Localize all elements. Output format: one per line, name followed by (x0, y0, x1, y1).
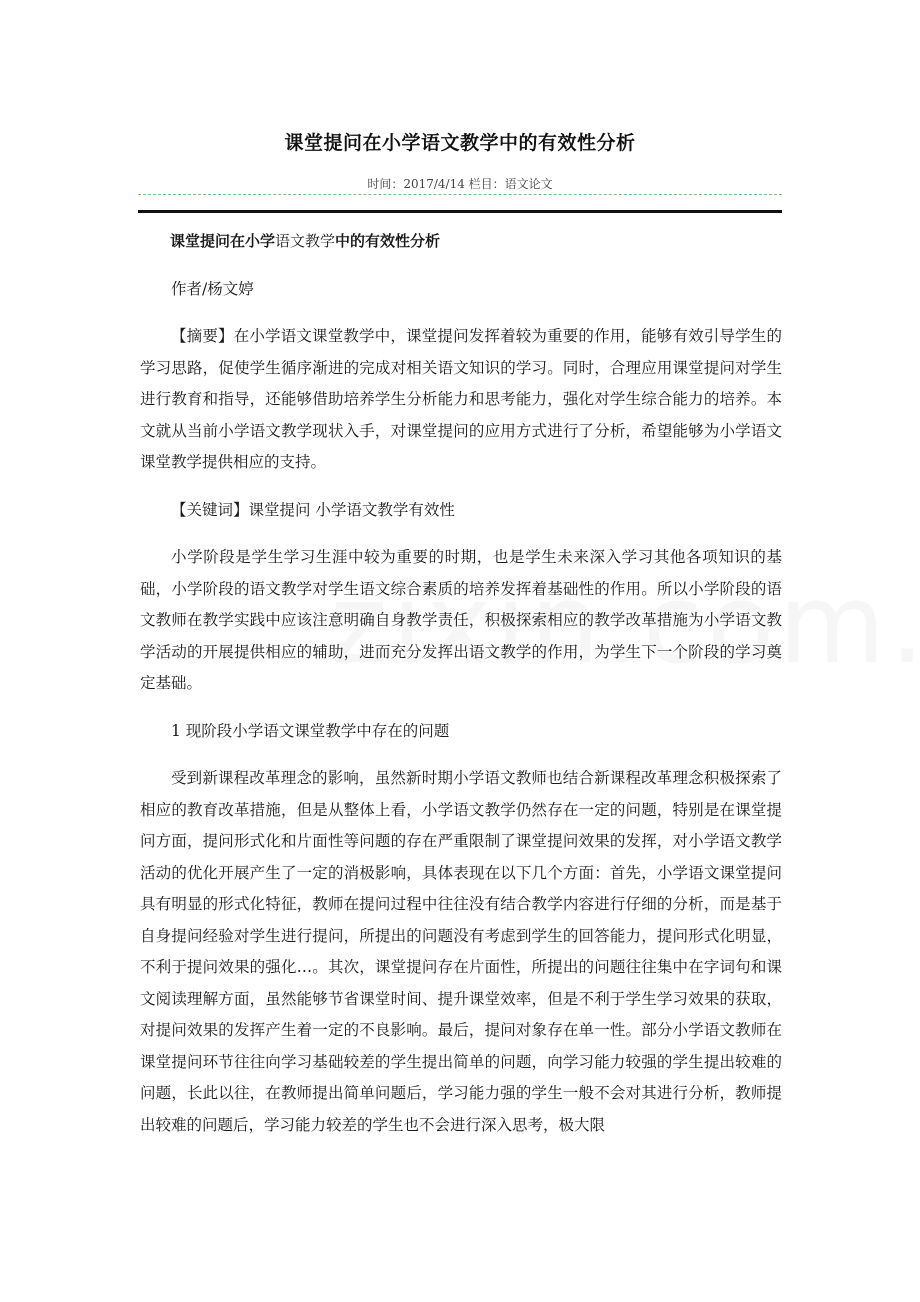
article-body (140, 226, 782, 1141)
author-line: 作者/杨文婷 (171, 279, 254, 298)
solid-divider (138, 210, 782, 213)
abstract-paragraph (140, 321, 782, 479)
section-paragraph: 受到新课程改革理念的影响，虽然新时期小学语文教师也结合新课程改革理念积极探索了相应的教育改革措施，但是从整体上看，小学语文教学仍然存在一定的问题，特别是在课堂提问方面，提问形式化和片面性等问题的存在严重限制了课堂提问效果的发挥，对小学语文教学活动的优化开展产生了一定的消极影响，具体表现在以下几个方面：首先，小学语文课堂提问具有明显的形式化特征，教师在提问过程中往往没有结合教学内容进行仔细的分析，而是基于自身提问经验对学生进行提问，所提出的问题没有考虑到学生的回答能力，提问形式化明显，不利于提问效果的强化…。其次，课堂提问存在片面性，所提出的问题往往集中在字词句和课文阅读理解方面，虽然能够节省课堂时间、提升课堂效率，但是不利于学生学习效果的获取，对提问效果的发挥产生着一定的不良影响。最后，提问对象存在单一性。部分小学语文教师在课堂提问环节往往向学习基础较差的学生提出简单的问题，向学习能力较强的学生提出较难的问题，长此以往，在教师提出简单问题后，学习能力强的学生一般不会对其进行分析，教师提出较难的问题后，学习能力较差的学生也不会进行深入思考，极大限 (140, 769, 782, 1134)
dashed-divider (138, 194, 782, 195)
section-heading: 1 现阶段小学语文课堂教学中存在的问题 (171, 721, 450, 740)
page-title: 课堂提问在小学语文教学中的有效性分析 (284, 132, 636, 154)
keywords-line: 【关键词】课堂提问 小学语文教学有效性 (171, 500, 455, 519)
intro-paragraph: 小学阶段是学生学习生涯中较为重要的时期，也是学生未来深入学习其他各项知识的基础，小学阶段的语文教学对学生语文综合素质的培养发挥着基础性的作用。所以小学阶段的语文教师在教学实践中应该注意明确自身教学责任，积极探索相应的教学改革措施为小学语文教学活动的开展提供相应的辅助，进而充分发挥出语文教学的作用，为学生下一个阶段的学习奠定基础。 (140, 548, 782, 692)
abstract-text: 在小学语文课堂教学中，课堂提问发挥着较为重要的作用，能够有效引导学生的学习思路，促使学生循序渐进的完成对相关语文知识的学习。同时，合理应用课堂提问对学生进行教育和指导，还能够借助培养学生分析能力和思考能力，强化对学生综合能力的培养。本文就从当前小学语文教学现状入手，对课堂提问的应用方式进行了分析，希望能够为小学语文课堂教学提供相应的支持。 (140, 327, 782, 471)
article-meta: 时间：2017/4/14 栏目：语文论文 (367, 177, 553, 191)
abstract-label: 【摘要】 (171, 327, 234, 345)
article-subtitle: 课堂提问在小学语文教学中的有效性分析 (170, 232, 441, 250)
